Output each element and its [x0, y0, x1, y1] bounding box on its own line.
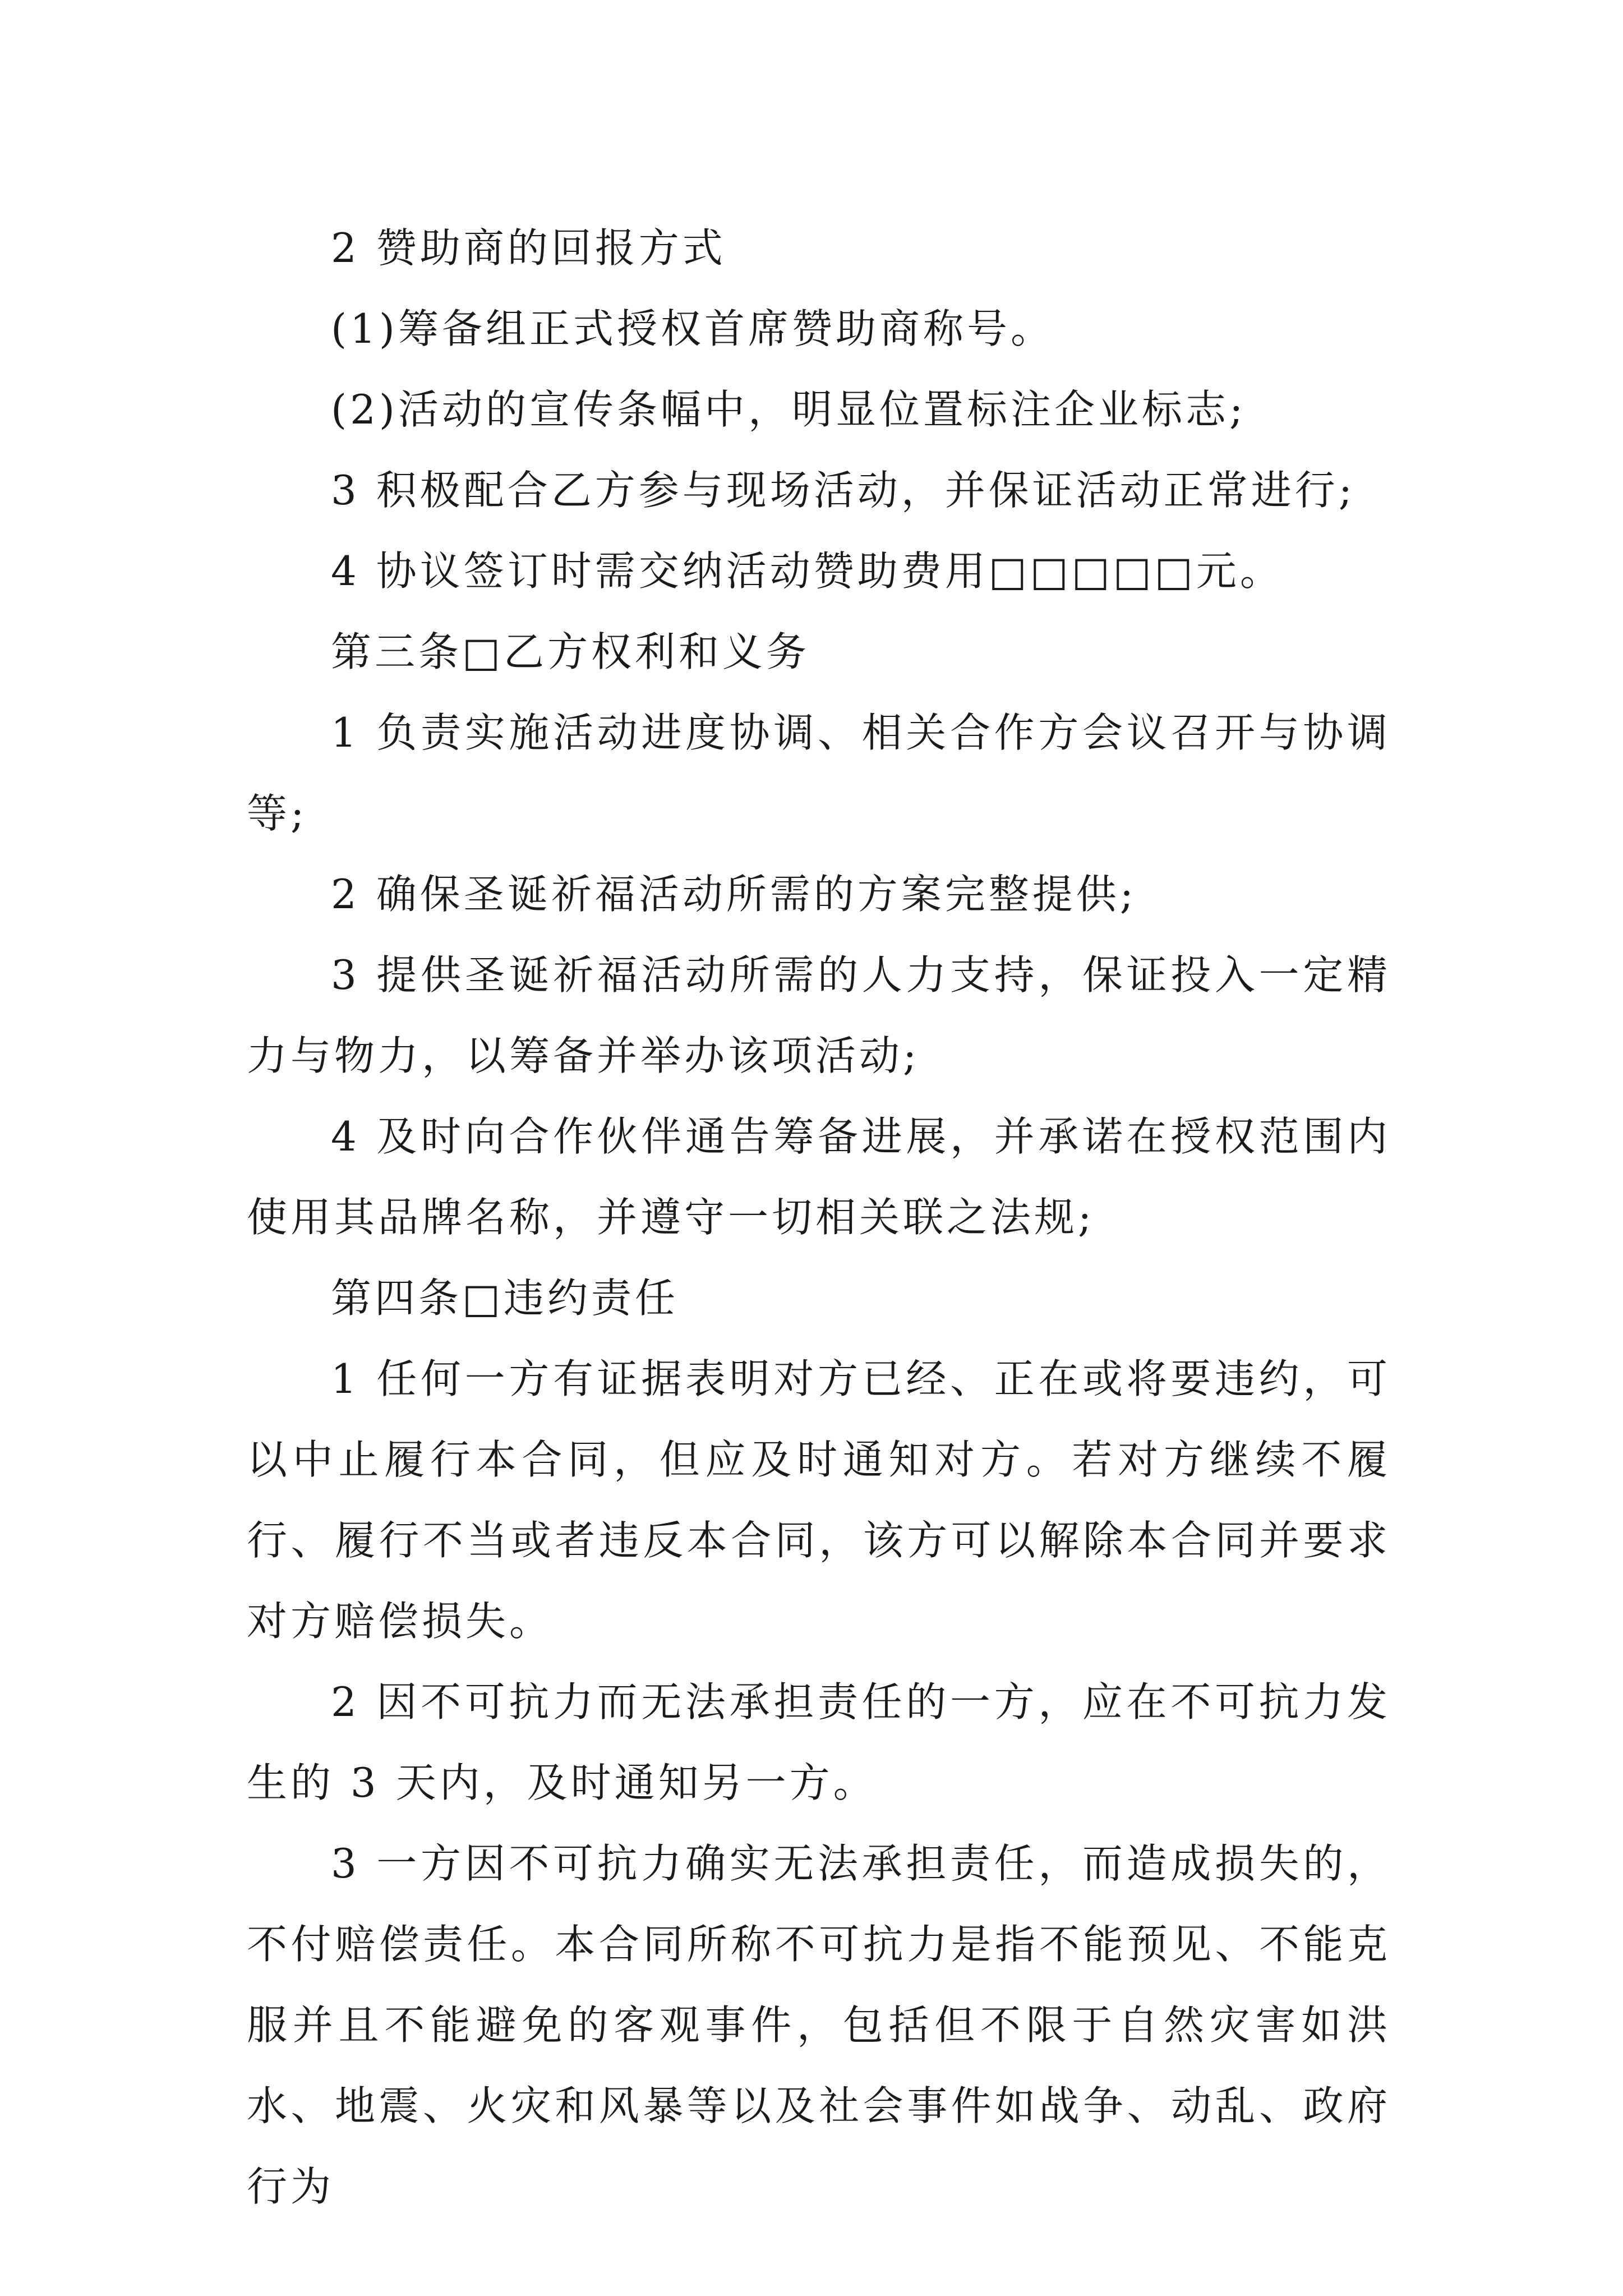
- document-body: [247, 208, 1391, 2227]
- paragraph-notify-partners: 4 及时向合作伙伴通告筹备进展，并承诺在授权范围内使用其品牌名称，并遵守一切相关联之法规;: [247, 1113, 1391, 1241]
- paragraph-force-majeure-notice: 2 因不可抗力而无法承担责任的一方，应在不可抗力发生的 3 天内，及时通知另一方。: [247, 1678, 1391, 1806]
- paragraph-fee: 4 协议签订时需交纳活动赞助费用□□□□□元。: [331, 547, 1284, 595]
- paragraph-cooperate: 3 积极配合乙方参与现场活动，并保证活动正常进行;: [331, 467, 1355, 514]
- paragraph-force-majeure-definition: 3 一方因不可抗力确实无法承担责任，而造成损失的，不付赔偿责任。本合同所称不可抗力是指不能预见、不能克服并且不能避免的客观事件，包括但不限于自然灾害如洪水、地震、火灾和风暴等以及社会事件如战争、动乱、政府行为: [247, 1840, 1391, 2210]
- paragraph-coordination: 1 负责实施活动进度协调、相关合作方会议召开与协调等;: [247, 709, 1391, 837]
- paragraph-banner-logo: (2)活动的宣传条幅中，明显位置标注企业标志;: [331, 386, 1247, 433]
- paragraph-manpower: 3 提供圣诞祈福活动所需的人力支持，保证投入一定精力与物力，以筹备并举办该项活动;: [247, 951, 1391, 1079]
- section-heading-article-4: 第四条□违约责任: [331, 1274, 679, 1322]
- section-heading-article-3: 第三条□乙方权利和义务: [331, 628, 810, 675]
- paragraph-sponsor-title: (1)筹备组正式授权首席赞助商称号。: [331, 305, 1054, 352]
- paragraph-breach: 1 任何一方有证据表明对方已经、正在或将要违约，可以中止履行本合同，但应及时通知对方。若对方继续不履行、履行不当或者违反本合同，该方可以解除本合同并要求对方赔偿损失。: [247, 1355, 1391, 1645]
- paragraph-plan: 2 确保圣诞祈福活动所需的方案完整提供;: [331, 871, 1137, 918]
- paragraph-sponsor-return: 2 赞助商的回报方式: [331, 224, 726, 272]
